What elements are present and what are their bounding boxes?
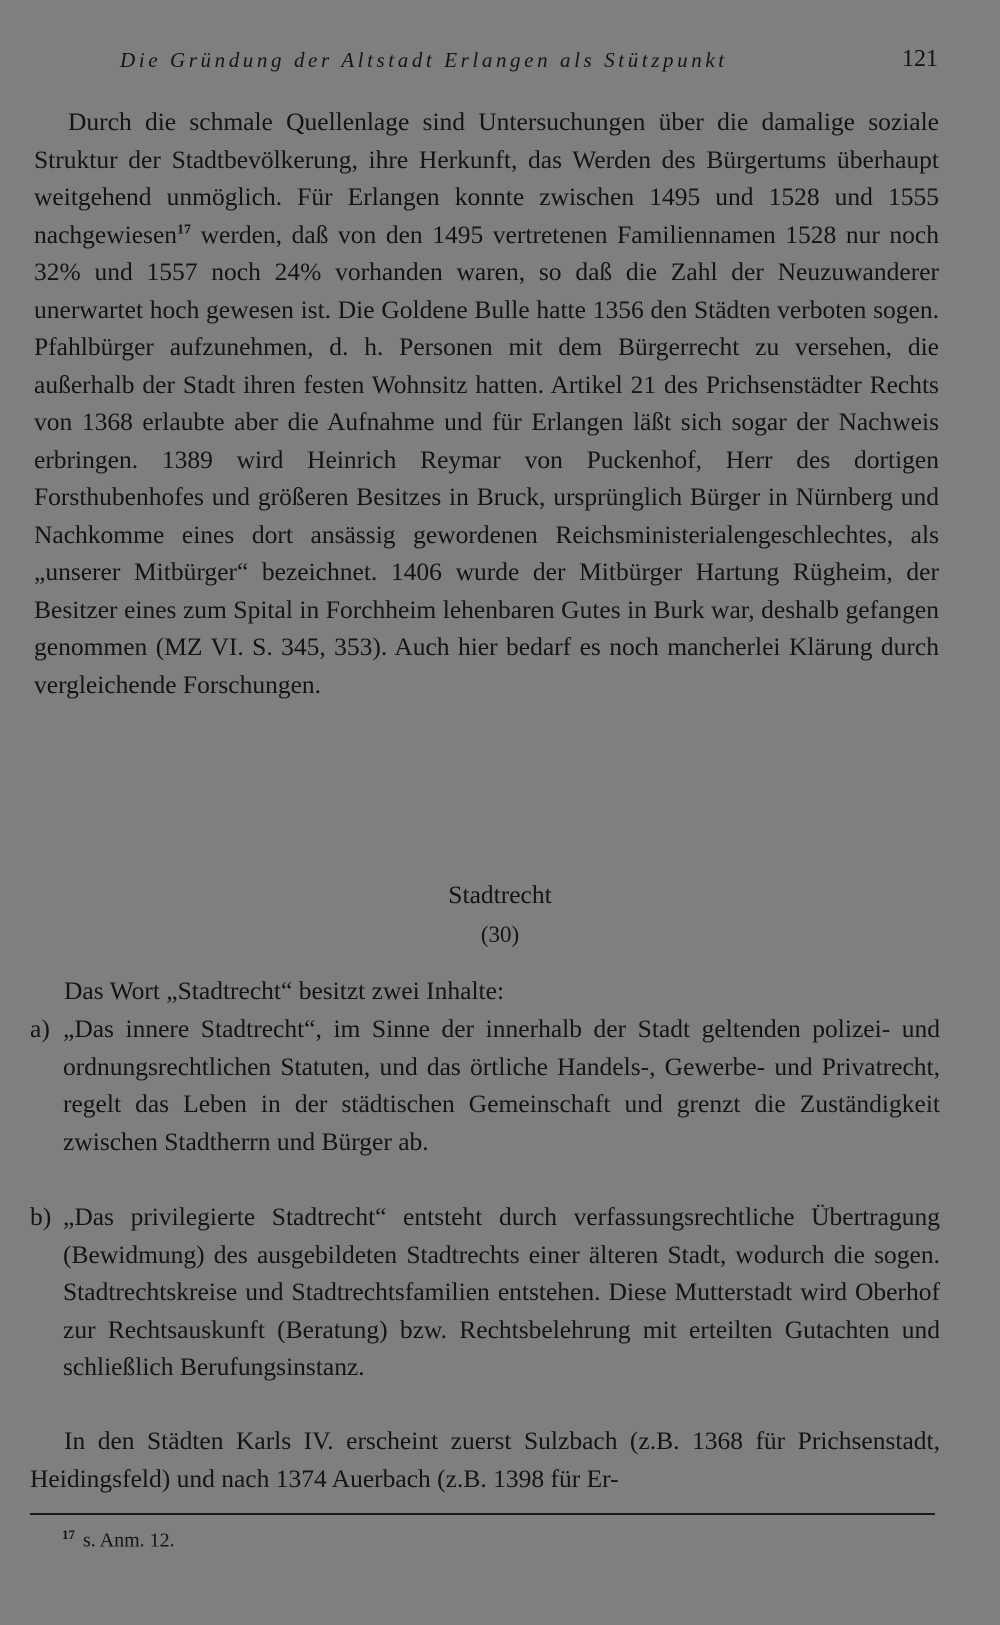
footnote-number: 17 bbox=[62, 1527, 75, 1542]
footnote-reference-17: 17 bbox=[177, 222, 192, 237]
footnote-divider bbox=[30, 1513, 935, 1515]
list-marker-b: b) bbox=[30, 1202, 52, 1231]
list-item-b-text: „Das privilegierte Stadtrecht“ entsteht durch verfassungsrechtliche Übertragung (Bewidmung) des ausgebildeten Stadtrechts einer älteren Stadt, wodurch die sogen. Stadtrechtskreise und Stadtrechtsfamilien entstehen. Diese Mutterstadt wird Oberhof zur Rechtsauskunft (Beratung) bzw. Rechtsbelehrung mit erteilten Gutachten und schließlich Berufungsinstanz. bbox=[63, 1202, 940, 1381]
paragraph-1-text-start: Durch die schmale Quellenlage sind Untersuchungen über die damalige soziale Struktur der Stadtbevölkerung, ihre Herkunft, das Werden des Bürgertums überhaupt weitgehend unmöglich. Für Erlangen konnte zwischen 1495 und 1528 und 1555 nachgewiesen bbox=[34, 107, 939, 249]
running-head bbox=[120, 42, 940, 82]
section-heading: Stadtrecht bbox=[448, 880, 552, 909]
list-item-a bbox=[30, 1010, 940, 1160]
section-number: (30) bbox=[480, 922, 520, 947]
page-number: 121 bbox=[902, 46, 938, 72]
list-item-b bbox=[30, 1198, 940, 1386]
paragraph-1-text-end: werden, daß von den 1495 vertretenen Familiennamen 1528 nur noch 32% und 1557 noch 24% vorhanden waren, so daß die Zahl der Neuzuwanderer unerwartet hoch gewesen ist. Die Goldene Bulle hatte 1356 den Städten verboten sogen. Pfahlbürger aufzunehmen, d. h. Personen mit dem Bürgerrecht zu versehen, die außerhalb der Stadt ihren festen Wohnsitz hatten. Artikel 21 des Prichsenstädter Rechts von 1368 erlaubte aber die Aufnahme und für Erlangen läßt sich sogar der Nachweis erbringen. 1389 wird Heinrich Reymar von Puckenhof, Herr des dortigen Forsthubenhofes und größeren Besitzes in Bruck, ursprünglich Bürger in Nürnberg und Nachkomme eines dort ansässig gewordenen Reichsministerialengeschlechtes, als „unserer Mitbürger“ bezeichnet. 1406 wurde der Mitbürger Hartung Rügheim, der Besitzer eines zum Spital in Forchheim lehenbaren Gutes in Burk war, deshalb gefangen genommen (MZ VI. S. 345, 353). Auch hier bedarf es noch mancherlei Klärung durch vergleichende Forschungen. bbox=[34, 219, 939, 699]
footnote-text: s. Anm. 12. bbox=[83, 1529, 175, 1552]
running-title: Die Gründung der Altstadt Erlangen als Stützpunkt bbox=[120, 48, 728, 72]
list-item-a-text: „Das innere Stadtrecht“, im Sinne der innerhalb der Stadt geltenden polizei- und ordnungsrechtlichen Statuten, und das örtliche Handels-, Gewerbe- und Privatrecht, regelt das Leben in der städtischen Gemeinschaft und grenzt die Zuständigkeit zwischen Stadtherrn und Bürger ab. bbox=[63, 1014, 940, 1156]
body-paragraph-last: In den Städten Karls IV. erscheint zuerst Sulzbach (z.B. 1368 für Prichsenstadt, Heidingsfeld) und nach 1374 Auerbach (z.B. 1398 für Er- bbox=[30, 1426, 940, 1493]
body-paragraph-1 bbox=[34, 103, 939, 703]
intro-paragraph: Das Wort „Stadtrecht“ besitzt zwei Inhalte: bbox=[64, 976, 505, 1005]
footnote bbox=[62, 1527, 175, 1553]
list-marker-a: a) bbox=[30, 1014, 50, 1043]
